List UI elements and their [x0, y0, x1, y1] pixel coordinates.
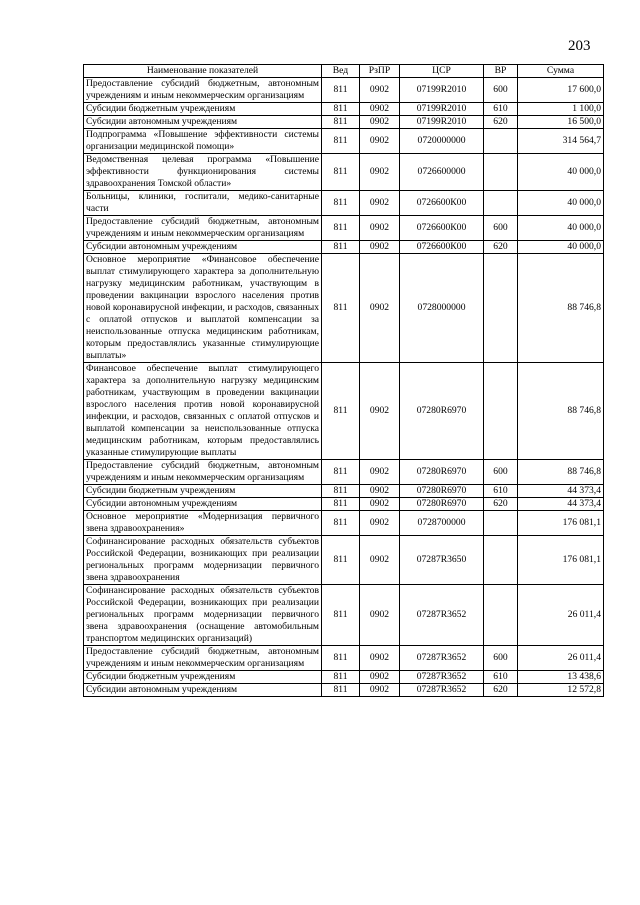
row-sum: 40 000,0	[518, 154, 604, 191]
page-number: 203	[568, 38, 591, 54]
header-vr: ВР	[484, 65, 518, 78]
row-vr: 610	[484, 103, 518, 116]
row-sum: 40 000,0	[518, 191, 604, 216]
row-vr: 620	[484, 498, 518, 511]
table-row	[84, 646, 604, 671]
row-name: Субсидии автономным учреждениям	[84, 684, 322, 697]
row-csr: 07287R3652	[400, 684, 484, 697]
row-csr: 07287R3650	[400, 536, 484, 585]
row-name: Субсидии автономным учреждениям	[84, 116, 322, 129]
row-ved: 811	[322, 460, 360, 485]
row-name: Софинансирование расходных обязательств субъектов Российской Федерации, возникающих при реализации региональных программ модернизации первичного звена здравоохранения (оснащение автомобильным транспортом медицинских организаций)	[84, 585, 322, 646]
table-row	[84, 585, 604, 646]
table-row	[84, 78, 604, 103]
row-ved: 811	[322, 646, 360, 671]
row-vr	[484, 536, 518, 585]
row-rzpr: 0902	[360, 216, 400, 241]
table-row	[84, 129, 604, 154]
row-csr: 07199R2010	[400, 116, 484, 129]
row-name: Основное мероприятие «Модернизация первичного звена здравоохранения»	[84, 511, 322, 536]
row-ved: 811	[322, 254, 360, 363]
header-rzpr: РзПР	[360, 65, 400, 78]
row-csr: 07287R3652	[400, 646, 484, 671]
table-row	[84, 498, 604, 511]
row-name: Больницы, клиники, госпитали, медико-санитарные части	[84, 191, 322, 216]
row-csr: 07287R3652	[400, 671, 484, 684]
row-rzpr: 0902	[360, 485, 400, 498]
row-rzpr: 0902	[360, 511, 400, 536]
table-row	[84, 511, 604, 536]
row-vr	[484, 254, 518, 363]
row-ved: 811	[322, 216, 360, 241]
row-name: Субсидии автономным учреждениям	[84, 498, 322, 511]
row-csr: 0728700000	[400, 511, 484, 536]
row-vr: 600	[484, 460, 518, 485]
row-sum: 88 746,8	[518, 363, 604, 460]
row-ved: 811	[322, 103, 360, 116]
row-sum: 17 600,0	[518, 78, 604, 103]
header-sum: Сумма	[518, 65, 604, 78]
row-ved: 811	[322, 585, 360, 646]
row-csr: 07280R6970	[400, 498, 484, 511]
budget-table	[83, 64, 604, 697]
row-ved: 811	[322, 498, 360, 511]
row-ved: 811	[322, 241, 360, 254]
table-row	[84, 536, 604, 585]
row-ved: 811	[322, 671, 360, 684]
header-row	[84, 65, 604, 78]
row-sum: 40 000,0	[518, 241, 604, 254]
row-csr: 07280R6970	[400, 363, 484, 460]
row-rzpr: 0902	[360, 671, 400, 684]
row-ved: 811	[322, 485, 360, 498]
row-csr: 07199R2010	[400, 78, 484, 103]
table-row	[84, 671, 604, 684]
row-vr	[484, 154, 518, 191]
row-sum: 176 081,1	[518, 536, 604, 585]
row-rzpr: 0902	[360, 103, 400, 116]
row-csr: 07280R6970	[400, 460, 484, 485]
row-name: Предоставление субсидий бюджетным, автономным учреждениям и иным некоммерческим организациям	[84, 216, 322, 241]
row-rzpr: 0902	[360, 116, 400, 129]
row-rzpr: 0902	[360, 498, 400, 511]
row-name: Предоставление субсидий бюджетным, автономным учреждениям и иным некоммерческим организациям	[84, 460, 322, 485]
row-vr	[484, 585, 518, 646]
row-ved: 811	[322, 363, 360, 460]
row-sum: 88 746,8	[518, 460, 604, 485]
row-vr	[484, 363, 518, 460]
row-name: Субсидии бюджетным учреждениям	[84, 671, 322, 684]
row-vr: 610	[484, 671, 518, 684]
header-ved: Вед	[322, 65, 360, 78]
row-name: Предоставление субсидий бюджетным, автономным учреждениям и иным некоммерческим организациям	[84, 646, 322, 671]
row-sum: 26 011,4	[518, 585, 604, 646]
table-row	[84, 116, 604, 129]
row-vr: 610	[484, 485, 518, 498]
row-rzpr: 0902	[360, 191, 400, 216]
table-row	[84, 191, 604, 216]
row-rzpr: 0902	[360, 78, 400, 103]
row-vr: 600	[484, 646, 518, 671]
row-ved: 811	[322, 511, 360, 536]
row-csr: 07280R6970	[400, 485, 484, 498]
row-rzpr: 0902	[360, 585, 400, 646]
row-sum: 13 438,6	[518, 671, 604, 684]
row-name: Субсидии автономным учреждениям	[84, 241, 322, 254]
row-name: Ведомственная целевая программа «Повышение эффективности функционирования системы здравоохранения Томской области»	[84, 154, 322, 191]
row-rzpr: 0902	[360, 241, 400, 254]
row-vr	[484, 191, 518, 216]
row-vr	[484, 129, 518, 154]
row-sum: 1 100,0	[518, 103, 604, 116]
table-row	[84, 460, 604, 485]
row-sum: 44 373,4	[518, 498, 604, 511]
row-csr: 0726600К00	[400, 216, 484, 241]
row-sum: 26 011,4	[518, 646, 604, 671]
row-csr: 0726600К00	[400, 191, 484, 216]
row-rzpr: 0902	[360, 129, 400, 154]
row-csr: 0726600000	[400, 154, 484, 191]
row-sum: 176 081,1	[518, 511, 604, 536]
row-sum: 44 373,4	[518, 485, 604, 498]
row-sum: 40 000,0	[518, 216, 604, 241]
table-row	[84, 485, 604, 498]
row-name: Основное мероприятие «Финансовое обеспечение выплат стимулирующего характера за дополнительную нагрузку медицинским работникам, участвующим в проведении вакцинации взрослого населения против новой коронавирусной инфекции, и расходов, связанных с оплатой отпусков и выплатой компенсации за неиспользованные отпуска медицинским работникам, которым предоставлялись указанные стимулирующие выплаты»	[84, 254, 322, 363]
row-name: Субсидии бюджетным учреждениям	[84, 485, 322, 498]
row-csr: 0728000000	[400, 254, 484, 363]
row-name: Софинансирование расходных обязательств субъектов Российской Федерации, возникающих при реализации региональных программ модернизации первичного звена здравоохранения	[84, 536, 322, 585]
row-rzpr: 0902	[360, 646, 400, 671]
row-csr: 0726600К00	[400, 241, 484, 254]
row-vr: 620	[484, 684, 518, 697]
row-name: Финансовое обеспечение выплат стимулирующего характера за дополнительную нагрузку медицинским работникам, участвующим в проведении вакцинации взрослого населения против новой коронавирусной инфекции, и расходов, связанных с оплатой отпусков и выплатой компенсации за неиспользованные отпуска медицинским работникам, которым предоставлялись указанные стимулирующие выплаты	[84, 363, 322, 460]
row-rzpr: 0902	[360, 154, 400, 191]
row-ved: 811	[322, 78, 360, 103]
row-name: Подпрограмма «Повышение эффективности системы организации медицинской помощи»	[84, 129, 322, 154]
table-row	[84, 254, 604, 363]
row-rzpr: 0902	[360, 684, 400, 697]
row-vr: 600	[484, 78, 518, 103]
row-ved: 811	[322, 536, 360, 585]
row-sum: 16 500,0	[518, 116, 604, 129]
row-rzpr: 0902	[360, 254, 400, 363]
header-csr: ЦСР	[400, 65, 484, 78]
table-row	[84, 216, 604, 241]
table-row	[84, 154, 604, 191]
row-name: Предоставление субсидий бюджетным, автономным учреждениям и иным некоммерческим организациям	[84, 78, 322, 103]
row-ved: 811	[322, 154, 360, 191]
header-name: Наименование показателей	[84, 65, 322, 78]
row-sum: 12 572,8	[518, 684, 604, 697]
row-vr: 620	[484, 241, 518, 254]
row-csr: 07199R2010	[400, 103, 484, 116]
row-rzpr: 0902	[360, 460, 400, 485]
row-name: Субсидии бюджетным учреждениям	[84, 103, 322, 116]
table-row	[84, 241, 604, 254]
row-sum: 88 746,8	[518, 254, 604, 363]
row-vr	[484, 511, 518, 536]
row-vr: 600	[484, 216, 518, 241]
row-ved: 811	[322, 129, 360, 154]
row-csr: 0720000000	[400, 129, 484, 154]
table-row	[84, 684, 604, 697]
row-ved: 811	[322, 116, 360, 129]
row-csr: 07287R3652	[400, 585, 484, 646]
row-rzpr: 0902	[360, 363, 400, 460]
row-vr: 620	[484, 116, 518, 129]
row-sum: 314 564,7	[518, 129, 604, 154]
row-rzpr: 0902	[360, 536, 400, 585]
row-ved: 811	[322, 191, 360, 216]
row-ved: 811	[322, 684, 360, 697]
table-row	[84, 103, 604, 116]
table-row	[84, 363, 604, 460]
